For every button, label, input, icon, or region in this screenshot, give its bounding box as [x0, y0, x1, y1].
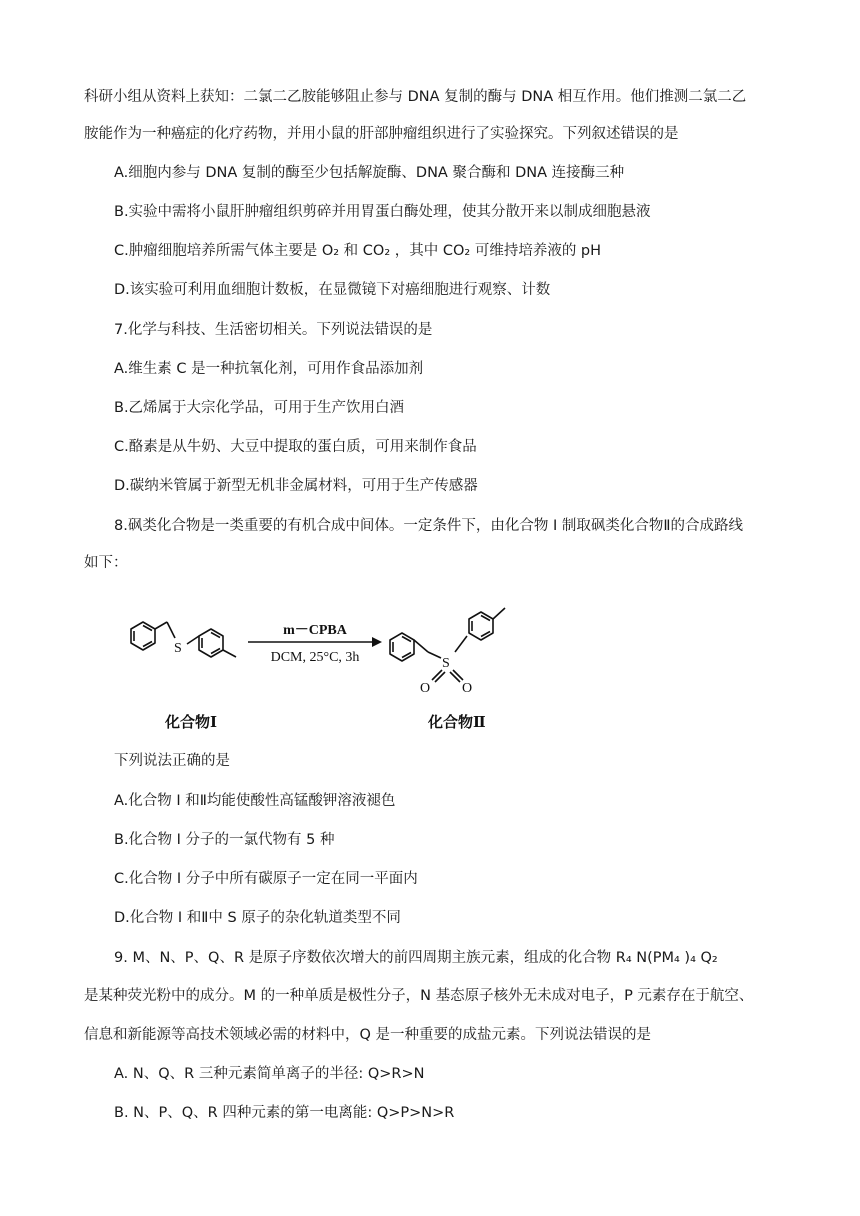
compound2-benzyl-ring [390, 633, 414, 661]
q9-option-a: A. N、Q、R 三种元素简单离子的半径: Q>R>N [114, 1066, 425, 1082]
compound2-s-atom: S [442, 656, 450, 671]
compound2-o-atom-right: O [462, 681, 473, 696]
q6-stem-line1: 科研小组从资料上获知：二氯二乙胺能够阻止参与 DNA 复制的酶与 DNA 相互作用。他们推测二氯二乙 [84, 89, 747, 105]
reagent-top: m－CPBA [283, 623, 347, 638]
q8-option-d: D.化合物 I 和Ⅱ中 S 原子的杂化轨道类型不同 [114, 910, 401, 926]
q8-stem-line1: 8.砜类化合物是一类重要的有机合成中间体。一定条件下，由化合物 I 制取砜类化合物Ⅱ的合成路线 [114, 518, 743, 534]
q9-option-b: B. N、P、Q、R 四种元素的第一电离能: Q>P>N>R [114, 1105, 455, 1121]
q9-stem-line2: 是某种荧光粉中的成分。M 的一种单质是极性分子，N 基态原子核外无未成对电子，P 元素存在于航空、 [84, 988, 754, 1004]
compound2-cs-bond [428, 652, 441, 658]
q7-option-b: B.乙烯属于大宗化学品，可用于生产饮用白酒 [114, 400, 405, 416]
compound2-tolyl-ring [469, 612, 493, 640]
q7-option-a: A.维生素 C 是一种抗氧化剂，可用作食品添加剂 [114, 361, 424, 377]
compound1-cs-bond [167, 622, 175, 638]
q8-option-b: B.化合物 I 分子的一氯代物有 5 种 [114, 832, 335, 848]
q7-stem: 7.化学与科技、生活密切相关。下列说法错误的是 [114, 322, 433, 338]
compound1-s-aryl-bond [187, 636, 199, 644]
q8-question: 下列说法正确的是 [114, 753, 230, 769]
compound1-methyl-bond [223, 650, 236, 657]
q6-option-d: D.该实验可利用血细胞计数板，在显微镜下对癌细胞进行观察、计数 [114, 282, 551, 298]
compound2-so-bond-left [432, 670, 442, 680]
q8-option-c: C.化合物 I 分子中所有碳原子一定在同一平面内 [114, 871, 418, 887]
q6-stem-line2: 胺能作为一种癌症的化疗药物，并用小鼠的肝部肿瘤组织进行了实验探究。下列叙述错误的是 [84, 126, 679, 142]
q9-stem-line1: 9. M、N、P、Q、R 是原子序数依次增大的前四周期主族元素，组成的化合物 R₄ N(PM₄ )₄ Q₂ [114, 950, 718, 966]
compound1-tolyl-ring [199, 629, 223, 657]
q6-option-b: B.实验中需将小鼠肝肿瘤组织剪碎并用胃蛋白酶处理，使其分散开来以制成细胞悬液 [114, 204, 651, 220]
compound2-s-aryl-bond [455, 636, 467, 652]
compound2-o-atom-left: O [420, 681, 431, 696]
q8-stem-line2: 如下： [84, 555, 128, 571]
reaction-arrow [248, 637, 382, 647]
compound2-ch2-bond [414, 640, 428, 652]
compound2-methyl-bond [493, 608, 505, 619]
compound1-label: 化合物I [165, 713, 218, 731]
q7-option-d: D.碳纳米管属于新型无机非金属材料，可用于生产传感器 [114, 478, 478, 494]
compound2-so-bond-right [453, 670, 463, 680]
q7-option-c: C.酪素是从牛奶、大豆中提取的蛋白质，可用来制作食品 [114, 439, 477, 455]
compound1-ch2-bond [155, 622, 167, 629]
q6-option-c: C.肿瘤细胞培养所需气体主要是 O₂ 和 CO₂ ，其中 CO₂ 可维持培养液的 pH [114, 243, 602, 259]
q9-stem-line3: 信息和新能源等高技术领域必需的材料中，Q 是一种重要的成盐元素。下列说法错误的是 [84, 1027, 652, 1043]
reagent-bottom: DCM, 25°C, 3h [270, 650, 360, 665]
reaction-scheme [110, 600, 530, 740]
q6-option-a: A.细胞内参与 DNA 复制的酶至少包括解旋酶、DNA 聚合酶和 DNA 连接酶三种 [114, 165, 625, 181]
compound2-label: 化合物Ⅱ [428, 713, 486, 731]
compound1-s-atom: S [174, 641, 182, 656]
compound1-benzyl-ring [131, 622, 155, 650]
q8-option-a: A.化合物 I 和Ⅱ均能使酸性高锰酸钾溶液褪色 [114, 793, 396, 809]
